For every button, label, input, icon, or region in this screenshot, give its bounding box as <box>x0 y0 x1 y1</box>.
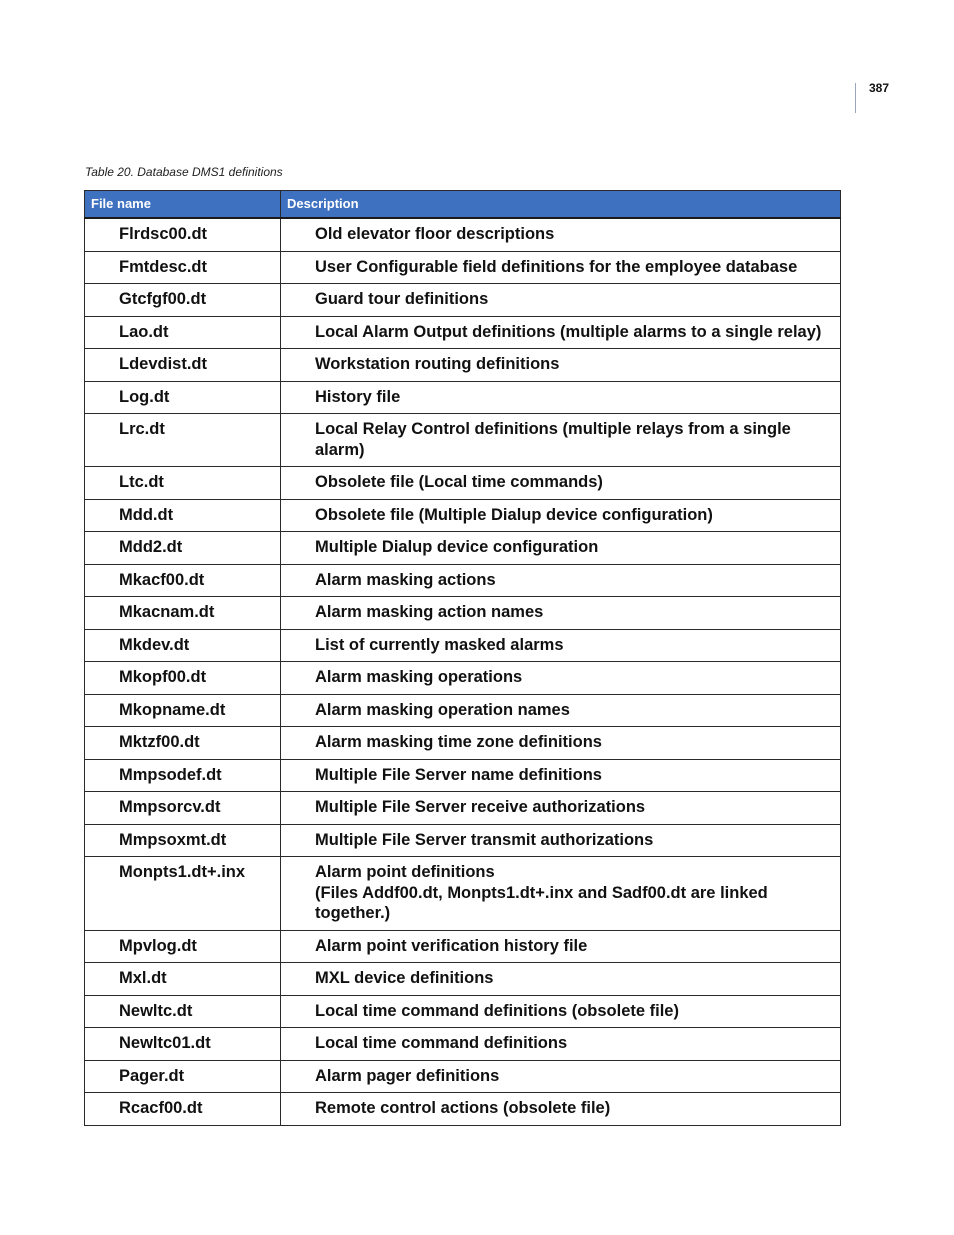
file-name-cell: Fmtdesc.dt <box>85 251 281 284</box>
table-row <box>85 824 841 857</box>
description-cell: Multiple File Server transmit authorizations <box>281 824 841 857</box>
description-cell: History file <box>281 381 841 414</box>
table-row <box>85 251 841 284</box>
table-row <box>85 857 841 931</box>
table-header-row <box>85 191 841 219</box>
description-cell: Alarm masking operation names <box>281 694 841 727</box>
description-cell: Local time command definitions <box>281 1028 841 1061</box>
file-name-cell: Lrc.dt <box>85 414 281 467</box>
table-row <box>85 759 841 792</box>
table-row <box>85 284 841 317</box>
column-header-file-name: File name <box>85 191 281 219</box>
description-cell: Alarm pager definitions <box>281 1060 841 1093</box>
file-name-cell: Rcacf00.dt <box>85 1093 281 1126</box>
file-name-cell: Mkdev.dt <box>85 629 281 662</box>
description-cell: List of currently masked alarms <box>281 629 841 662</box>
table-row <box>85 316 841 349</box>
table-body <box>85 218 841 1125</box>
table-row <box>85 792 841 825</box>
table-row <box>85 564 841 597</box>
file-name-cell: Newltc01.dt <box>85 1028 281 1061</box>
description-cell: Obsolete file (Local time commands) <box>281 467 841 500</box>
file-name-cell: Flrdsc00.dt <box>85 218 281 251</box>
file-name-cell: Mktzf00.dt <box>85 727 281 760</box>
description-cell: Alarm masking action names <box>281 597 841 630</box>
table-caption: Table 20. Database DMS1 definitions <box>85 165 283 179</box>
description-cell: Remote control actions (obsolete file) <box>281 1093 841 1126</box>
file-name-cell: Mkacf00.dt <box>85 564 281 597</box>
table-row <box>85 467 841 500</box>
file-name-cell: Mkopname.dt <box>85 694 281 727</box>
column-header-description: Description <box>281 191 841 219</box>
file-name-cell: Monpts1.dt+.inx <box>85 857 281 931</box>
definitions-table <box>84 190 841 1126</box>
file-name-cell: Lao.dt <box>85 316 281 349</box>
description-cell: Alarm point verification history file <box>281 930 841 963</box>
file-name-cell: Mmpsorcv.dt <box>85 792 281 825</box>
file-name-cell: Log.dt <box>85 381 281 414</box>
description-cell: Multiple File Server name definitions <box>281 759 841 792</box>
table-row <box>85 1028 841 1061</box>
file-name-cell: Pager.dt <box>85 1060 281 1093</box>
file-name-cell: Gtcfgf00.dt <box>85 284 281 317</box>
file-name-cell: Mdd2.dt <box>85 532 281 565</box>
table-row <box>85 499 841 532</box>
description-cell: Local Relay Control definitions (multiple relays from a single alarm) <box>281 414 841 467</box>
description-cell: Multiple File Server receive authorizations <box>281 792 841 825</box>
description-cell: Guard tour definitions <box>281 284 841 317</box>
table-row <box>85 218 841 251</box>
file-name-cell: Mmpsoxmt.dt <box>85 824 281 857</box>
table-row <box>85 532 841 565</box>
table-row <box>85 629 841 662</box>
page-number: 387 <box>869 81 890 95</box>
description-cell: MXL device definitions <box>281 963 841 996</box>
description-cell: Old elevator floor descriptions <box>281 218 841 251</box>
description-cell: Alarm masking actions <box>281 564 841 597</box>
table-row <box>85 414 841 467</box>
table-row <box>85 995 841 1028</box>
table-row <box>85 662 841 695</box>
file-name-cell: Mdd.dt <box>85 499 281 532</box>
description-cell: Alarm point definitions (Files Addf00.dt, Monpts1.dt+.inx and Sadf00.dt are linked together.) <box>281 857 841 931</box>
description-cell: Workstation routing definitions <box>281 349 841 382</box>
table-row <box>85 381 841 414</box>
page-header-rule <box>855 83 856 113</box>
table-row <box>85 963 841 996</box>
description-cell: Local Alarm Output definitions (multiple alarms to a single relay) <box>281 316 841 349</box>
description-cell: User Configurable field definitions for the employee database <box>281 251 841 284</box>
table-row <box>85 349 841 382</box>
table-row <box>85 694 841 727</box>
file-name-cell: Ltc.dt <box>85 467 281 500</box>
description-cell: Alarm masking operations <box>281 662 841 695</box>
file-name-cell: Mkopf00.dt <box>85 662 281 695</box>
file-name-cell: Mmpsodef.dt <box>85 759 281 792</box>
file-name-cell: Mpvlog.dt <box>85 930 281 963</box>
file-name-cell: Newltc.dt <box>85 995 281 1028</box>
description-cell: Multiple Dialup device configuration <box>281 532 841 565</box>
file-name-cell: Mkacnam.dt <box>85 597 281 630</box>
table-row <box>85 727 841 760</box>
description-cell: Obsolete file (Multiple Dialup device configuration) <box>281 499 841 532</box>
table-row <box>85 597 841 630</box>
table-row <box>85 930 841 963</box>
description-cell: Alarm masking time zone definitions <box>281 727 841 760</box>
table-row <box>85 1060 841 1093</box>
file-name-cell: Ldevdist.dt <box>85 349 281 382</box>
table-row <box>85 1093 841 1126</box>
description-cell: Local time command definitions (obsolete file) <box>281 995 841 1028</box>
file-name-cell: Mxl.dt <box>85 963 281 996</box>
